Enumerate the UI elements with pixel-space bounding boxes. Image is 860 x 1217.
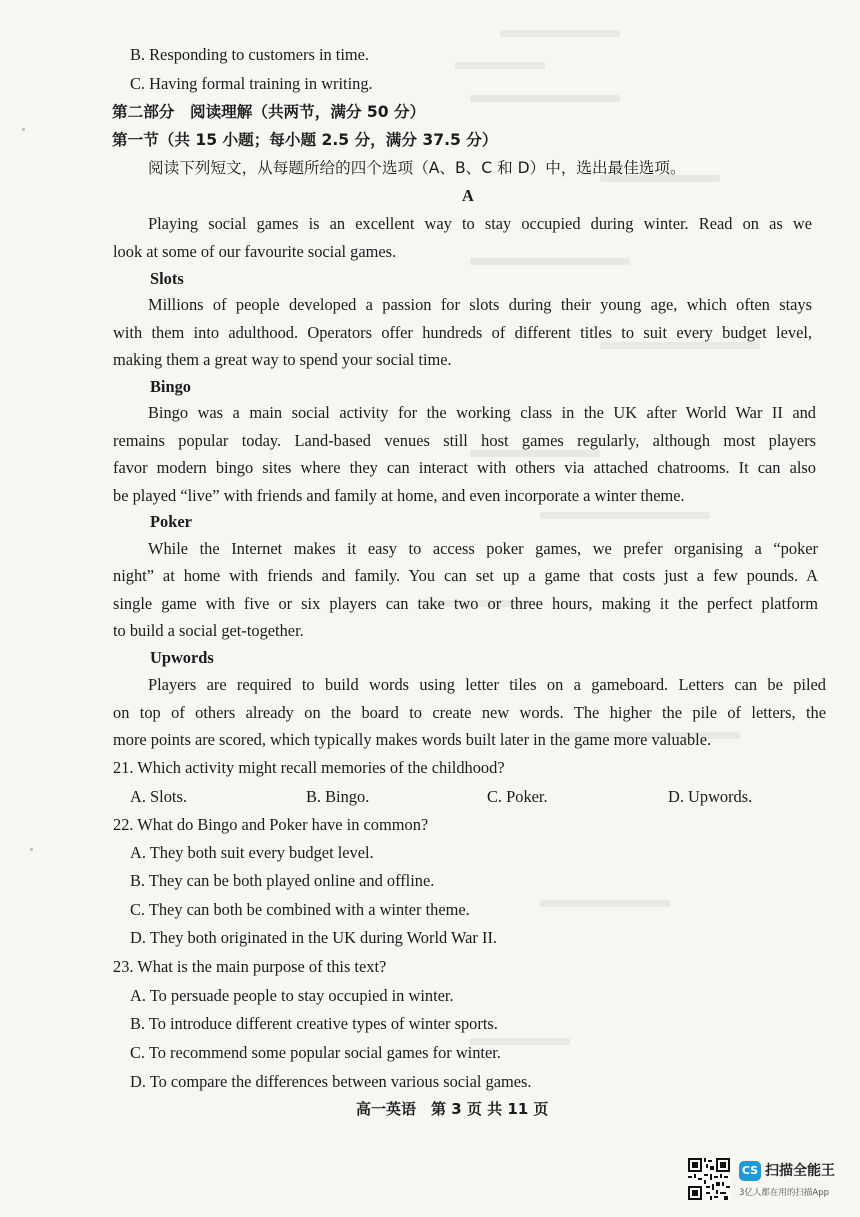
paragraph-line: be played “live” with friends and family at home, and even incorporate a winter theme. <box>113 486 685 505</box>
bleed-through-mark <box>470 95 620 102</box>
answer-option: C. Poker. <box>487 787 548 806</box>
scanner-app-title: 扫描全能王 <box>765 1163 835 1179</box>
qr-code-icon <box>688 1158 730 1200</box>
section-header: 第二部分 阅读理解（共两节，满分 50 分） <box>112 103 426 121</box>
answer-option: D. To compare the differences between various social games. <box>130 1072 532 1091</box>
answer-option: B. To introduce different creative types of winter sports. <box>130 1014 498 1033</box>
paragraph-line: Players are required to build words using letter tiles on a gameboard. Letters can be piled <box>148 675 826 694</box>
bleed-through-mark <box>455 62 545 69</box>
page-footer: 高一英语 第 3 页 共 11 页 <box>356 1100 549 1118</box>
answer-option: D. They both originated in the UK during World War II. <box>130 928 497 947</box>
question-stem: 23. What is the main purpose of this text? <box>113 957 387 976</box>
option-line: B. Responding to customers in time. <box>130 45 370 64</box>
bleed-through-mark <box>470 450 600 457</box>
passage-label: A <box>462 186 474 205</box>
answer-option: A. Slots. <box>130 787 187 806</box>
instruction-text: 阅读下列短文，从每题所给的四个选项（A、B、C 和 D）中，选出最佳选项。 <box>148 159 686 177</box>
section-heading-upwords: Upwords <box>150 648 214 667</box>
subsection-header: 第一节（共 15 小题；每小题 2.5 分，满分 37.5 分） <box>112 131 498 149</box>
bleed-through-mark <box>600 342 760 349</box>
paragraph-line: While the Internet makes it easy to access poker games, we prefer organising a “poker <box>148 539 818 558</box>
answer-option: D. Upwords. <box>668 787 753 806</box>
intro-line: Playing social games is an excellent way to stay occupied during winter. Read on as we <box>148 214 812 233</box>
answer-option: A. To persuade people to stay occupied in winter. <box>130 986 454 1005</box>
answer-option: B. They can be both played online and offline. <box>130 871 435 890</box>
paragraph-line: with them into adulthood. Operators offer hundreds of different titles to suit every budget level, <box>113 323 812 342</box>
option-line: C. Having formal training in writing. <box>130 74 373 93</box>
bleed-through-mark <box>540 900 670 907</box>
binding-hole-dot <box>30 848 33 851</box>
binding-hole-dot <box>22 128 25 131</box>
bleed-through-mark <box>540 512 710 519</box>
intro-line: look at some of our favourite social games. <box>113 242 397 261</box>
paragraph-line: on top of others already on the board to create new words. The higher the pile of letters, the <box>113 703 826 722</box>
question-stem: 22. What do Bingo and Poker have in common? <box>113 815 429 834</box>
paragraph-line: night” at home with friends and family. You can set up a game that costs just a few pounds. A <box>113 566 818 585</box>
paragraph-line: favor modern bingo sites where they can interact with others via attached chatrooms. It can also <box>113 458 816 477</box>
answer-option: B. Bingo. <box>306 787 370 806</box>
camscanner-logo-icon: CS <box>739 1161 761 1181</box>
bleed-through-mark <box>500 30 620 37</box>
answer-option: C. To recommend some popular social games for winter. <box>130 1043 501 1062</box>
paragraph-line: remains popular today. Land-based venues still host games regularly, although most players <box>113 431 816 450</box>
answer-option: C. They can both be combined with a winter theme. <box>130 900 470 919</box>
bleed-through-mark <box>470 258 630 265</box>
section-heading-poker: Poker <box>150 512 192 531</box>
paragraph-line: Bingo was a main social activity for the working class in the UK after World War II and <box>148 403 816 422</box>
paragraph-line: more points are scored, which typically makes words built later in the game more valuable. <box>113 730 712 749</box>
paragraph-line: Millions of people developed a passion for slots during their young age, which often stays <box>148 295 812 314</box>
section-heading-bingo: Bingo <box>150 377 191 396</box>
paragraph-line: making them a great way to spend your social time. <box>113 350 452 369</box>
scanner-app-subtitle: 3亿人都在用的扫描App <box>739 1188 830 1198</box>
paragraph-line: single game with five or six players can take two or three hours, making it the perfect platform <box>113 594 818 613</box>
paragraph-line: to build a social get-together. <box>113 621 304 640</box>
answer-option: A. They both suit every budget level. <box>130 843 374 862</box>
section-heading-slots: Slots <box>150 269 184 288</box>
question-stem: 21. Which activity might recall memories of the childhood? <box>113 758 505 777</box>
